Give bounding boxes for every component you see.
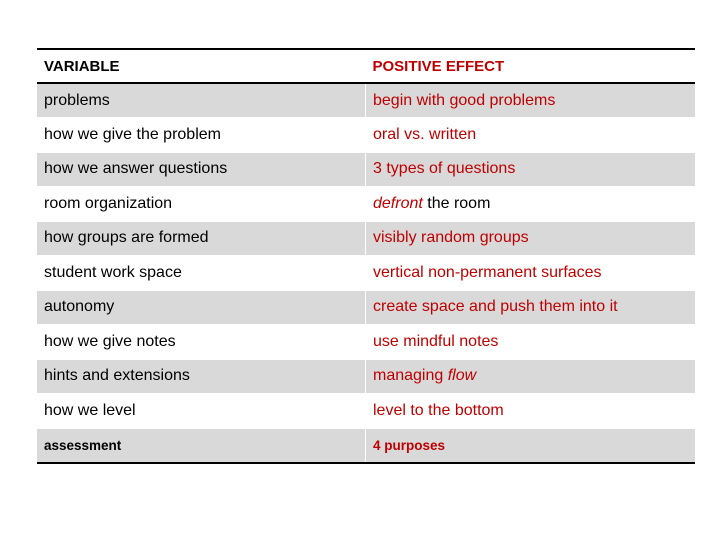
table-row — [37, 83, 695, 118]
effect-text: managing — [373, 367, 448, 385]
variable-cell: how we give notes — [44, 332, 176, 350]
table-row — [37, 428, 695, 463]
effect-cell: 3 types of questions — [366, 152, 696, 187]
effect-text: the room — [422, 194, 491, 212]
variable-cell: how we give the problem — [44, 125, 221, 143]
header-variable: VARIABLE — [44, 57, 120, 75]
effect-cell: 4 purposes — [366, 428, 696, 463]
table-row — [37, 118, 695, 153]
effect-cell — [366, 187, 696, 222]
table-row — [37, 394, 695, 429]
variable-cell: student work space — [44, 263, 182, 281]
effect-cell: use mindful notes — [366, 325, 696, 360]
variable-cell: autonomy — [37, 290, 366, 325]
variable-cell: assessment — [37, 428, 366, 463]
effect-cell — [366, 359, 696, 394]
table-row — [37, 325, 695, 360]
effect-cell: begin with good problems — [366, 83, 696, 118]
table-row — [37, 221, 695, 256]
effect-cell: oral vs. written — [366, 118, 696, 153]
table-row — [37, 187, 695, 222]
effect-emphasis: flow — [447, 367, 477, 385]
variable-cell: hints and extensions — [37, 359, 366, 394]
header-positive-effect: POSITIVE EFFECT — [372, 57, 505, 75]
variable-cell: problems — [37, 83, 366, 118]
variable-cell: how we level — [44, 401, 136, 419]
effect-cell: level to the bottom — [366, 394, 696, 429]
table-row — [37, 152, 695, 187]
variable-cell: how groups are formed — [37, 221, 366, 256]
effect-emphasis: defront — [373, 194, 423, 212]
table-row — [37, 359, 695, 394]
variables-table — [37, 48, 695, 464]
table-row — [37, 290, 695, 325]
variable-cell: how we answer questions — [37, 152, 366, 187]
effect-cell: visibly random groups — [366, 221, 696, 256]
effect-cell: vertical non-permanent surfaces — [366, 256, 696, 291]
effect-cell: create space and push them into it — [366, 290, 696, 325]
table-header-row — [37, 49, 695, 83]
table-row — [37, 256, 695, 291]
variable-cell: room organization — [44, 194, 173, 212]
